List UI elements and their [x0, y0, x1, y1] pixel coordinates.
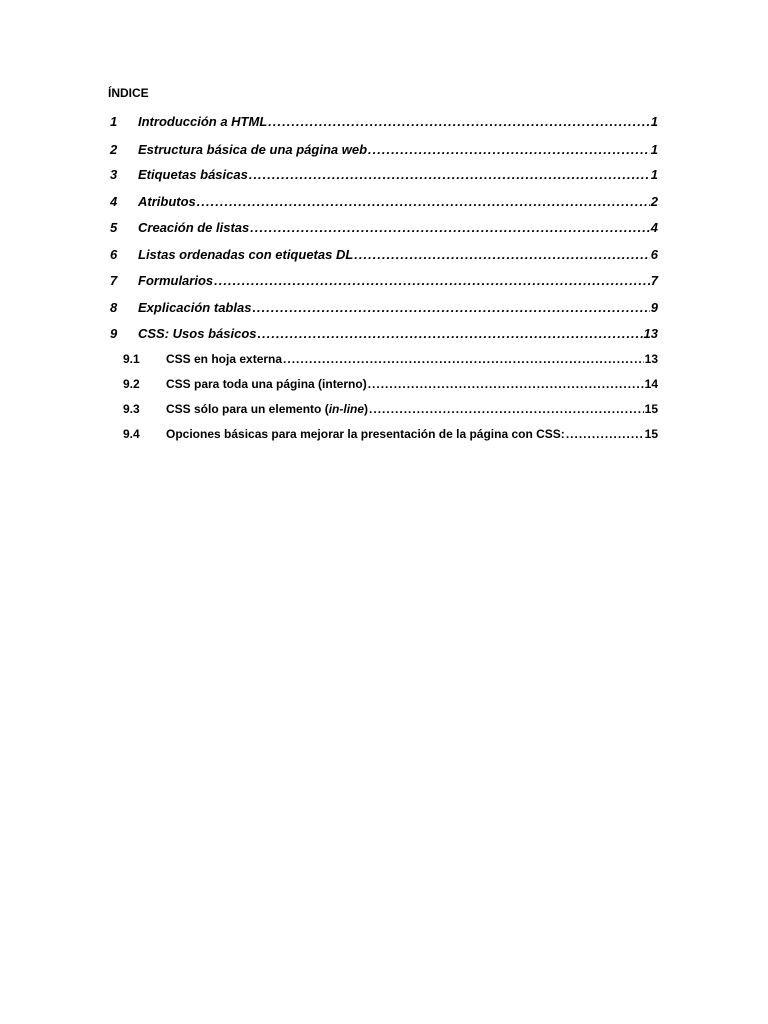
- toc-entry-text: Etiquetas básicas: [138, 167, 248, 182]
- toc-leader-dots: [566, 427, 644, 441]
- toc-entry-page: 6: [650, 247, 658, 262]
- toc-entry-text: Atributos: [138, 194, 196, 209]
- toc-subentry-text: CSS para toda una página (interno): [166, 377, 367, 391]
- toc-entry-number: 3: [110, 167, 118, 182]
- toc-subentry[interactable]: [123, 377, 658, 391]
- toc-subentry-number: 9.1: [123, 352, 140, 366]
- toc-entry-page: 7: [650, 273, 658, 288]
- toc-subentry-text-start: CSS sólo para un elemento (: [166, 402, 329, 416]
- toc-subentry-text: [166, 402, 368, 416]
- toc-entry-number: 5: [110, 220, 118, 235]
- toc-entry-number: 8: [110, 300, 118, 315]
- toc-entry-page: 2: [650, 194, 658, 209]
- toc-entry-number: 6: [110, 247, 118, 262]
- toc-subentry-number: 9.4: [123, 427, 140, 441]
- toc-entry-page: 1: [650, 142, 658, 157]
- toc-leader-dots: [354, 247, 649, 262]
- toc-entry-text: Formularios: [138, 273, 214, 288]
- toc-entry-number: 2: [110, 142, 118, 157]
- toc-subentry-page: 15: [644, 402, 658, 416]
- toc-entry-text: CSS: Usos básicos: [138, 326, 257, 341]
- toc-leader-dots: [258, 326, 643, 341]
- toc-entry-page: 1: [650, 114, 658, 129]
- toc-entry[interactable]: [110, 114, 658, 129]
- toc-entry-number: 1: [110, 114, 118, 129]
- toc-subentry-number: 9.2: [123, 377, 140, 391]
- toc-subentry-number: 9.3: [123, 402, 140, 416]
- toc-entry-text: Creación de listas: [138, 220, 250, 235]
- toc-entry[interactable]: [110, 247, 658, 262]
- toc-entry[interactable]: [110, 194, 658, 209]
- toc-entry[interactable]: [110, 167, 658, 182]
- toc-entry-number: 7: [110, 273, 118, 288]
- toc-entry-page: 9: [650, 300, 658, 315]
- toc-entry-page: 13: [643, 326, 658, 341]
- toc-leader-dots: [249, 167, 650, 182]
- toc-subentry-text-italic: in-line: [328, 402, 365, 416]
- toc-entry-text: Listas ordenadas con etiquetas DL: [138, 247, 354, 262]
- toc-entry[interactable]: [110, 273, 658, 288]
- toc-leader-dots: [252, 300, 649, 315]
- toc-entry-text: Introducción a HTML: [138, 114, 268, 129]
- toc-entry[interactable]: [110, 142, 658, 157]
- toc-leader-dots: [369, 402, 644, 416]
- toc-subentry[interactable]: [123, 427, 658, 441]
- toc-entry[interactable]: [110, 220, 658, 235]
- toc-leader-dots: [197, 194, 650, 209]
- toc-leader-dots: [368, 142, 650, 157]
- toc-subentry-text: Opciones básicas para mejorar la presentación de la página con CSS:: [166, 427, 565, 441]
- toc-leader-dots: [214, 273, 650, 288]
- toc-leader-dots: [250, 220, 649, 235]
- toc-leader-dots: [368, 377, 644, 391]
- toc-entry-number: 9: [110, 326, 118, 341]
- toc-entry-text: Explicación tablas: [138, 300, 252, 315]
- toc-leader-dots: [268, 114, 649, 129]
- toc-entry-page: 1: [650, 167, 658, 182]
- toc-subentry[interactable]: [123, 352, 658, 366]
- toc-subentry-page: 13: [644, 352, 658, 366]
- toc-subentry-page: 14: [644, 377, 658, 391]
- toc-subentry-page: 15: [644, 427, 658, 441]
- toc-entry[interactable]: [110, 300, 658, 315]
- toc-subentry-text: CSS en hoja externa: [166, 352, 283, 366]
- toc-leader-dots: [283, 352, 644, 366]
- toc-entry-page: 4: [650, 220, 658, 235]
- toc-entry-number: 4: [110, 194, 118, 209]
- toc-title: ÍNDICE: [108, 86, 149, 100]
- toc-subentry-text-end: ): [364, 402, 369, 416]
- toc-entry-text: Estructura básica de una página web: [138, 142, 368, 157]
- toc-entry[interactable]: [110, 326, 658, 341]
- toc-subentry[interactable]: [123, 402, 658, 416]
